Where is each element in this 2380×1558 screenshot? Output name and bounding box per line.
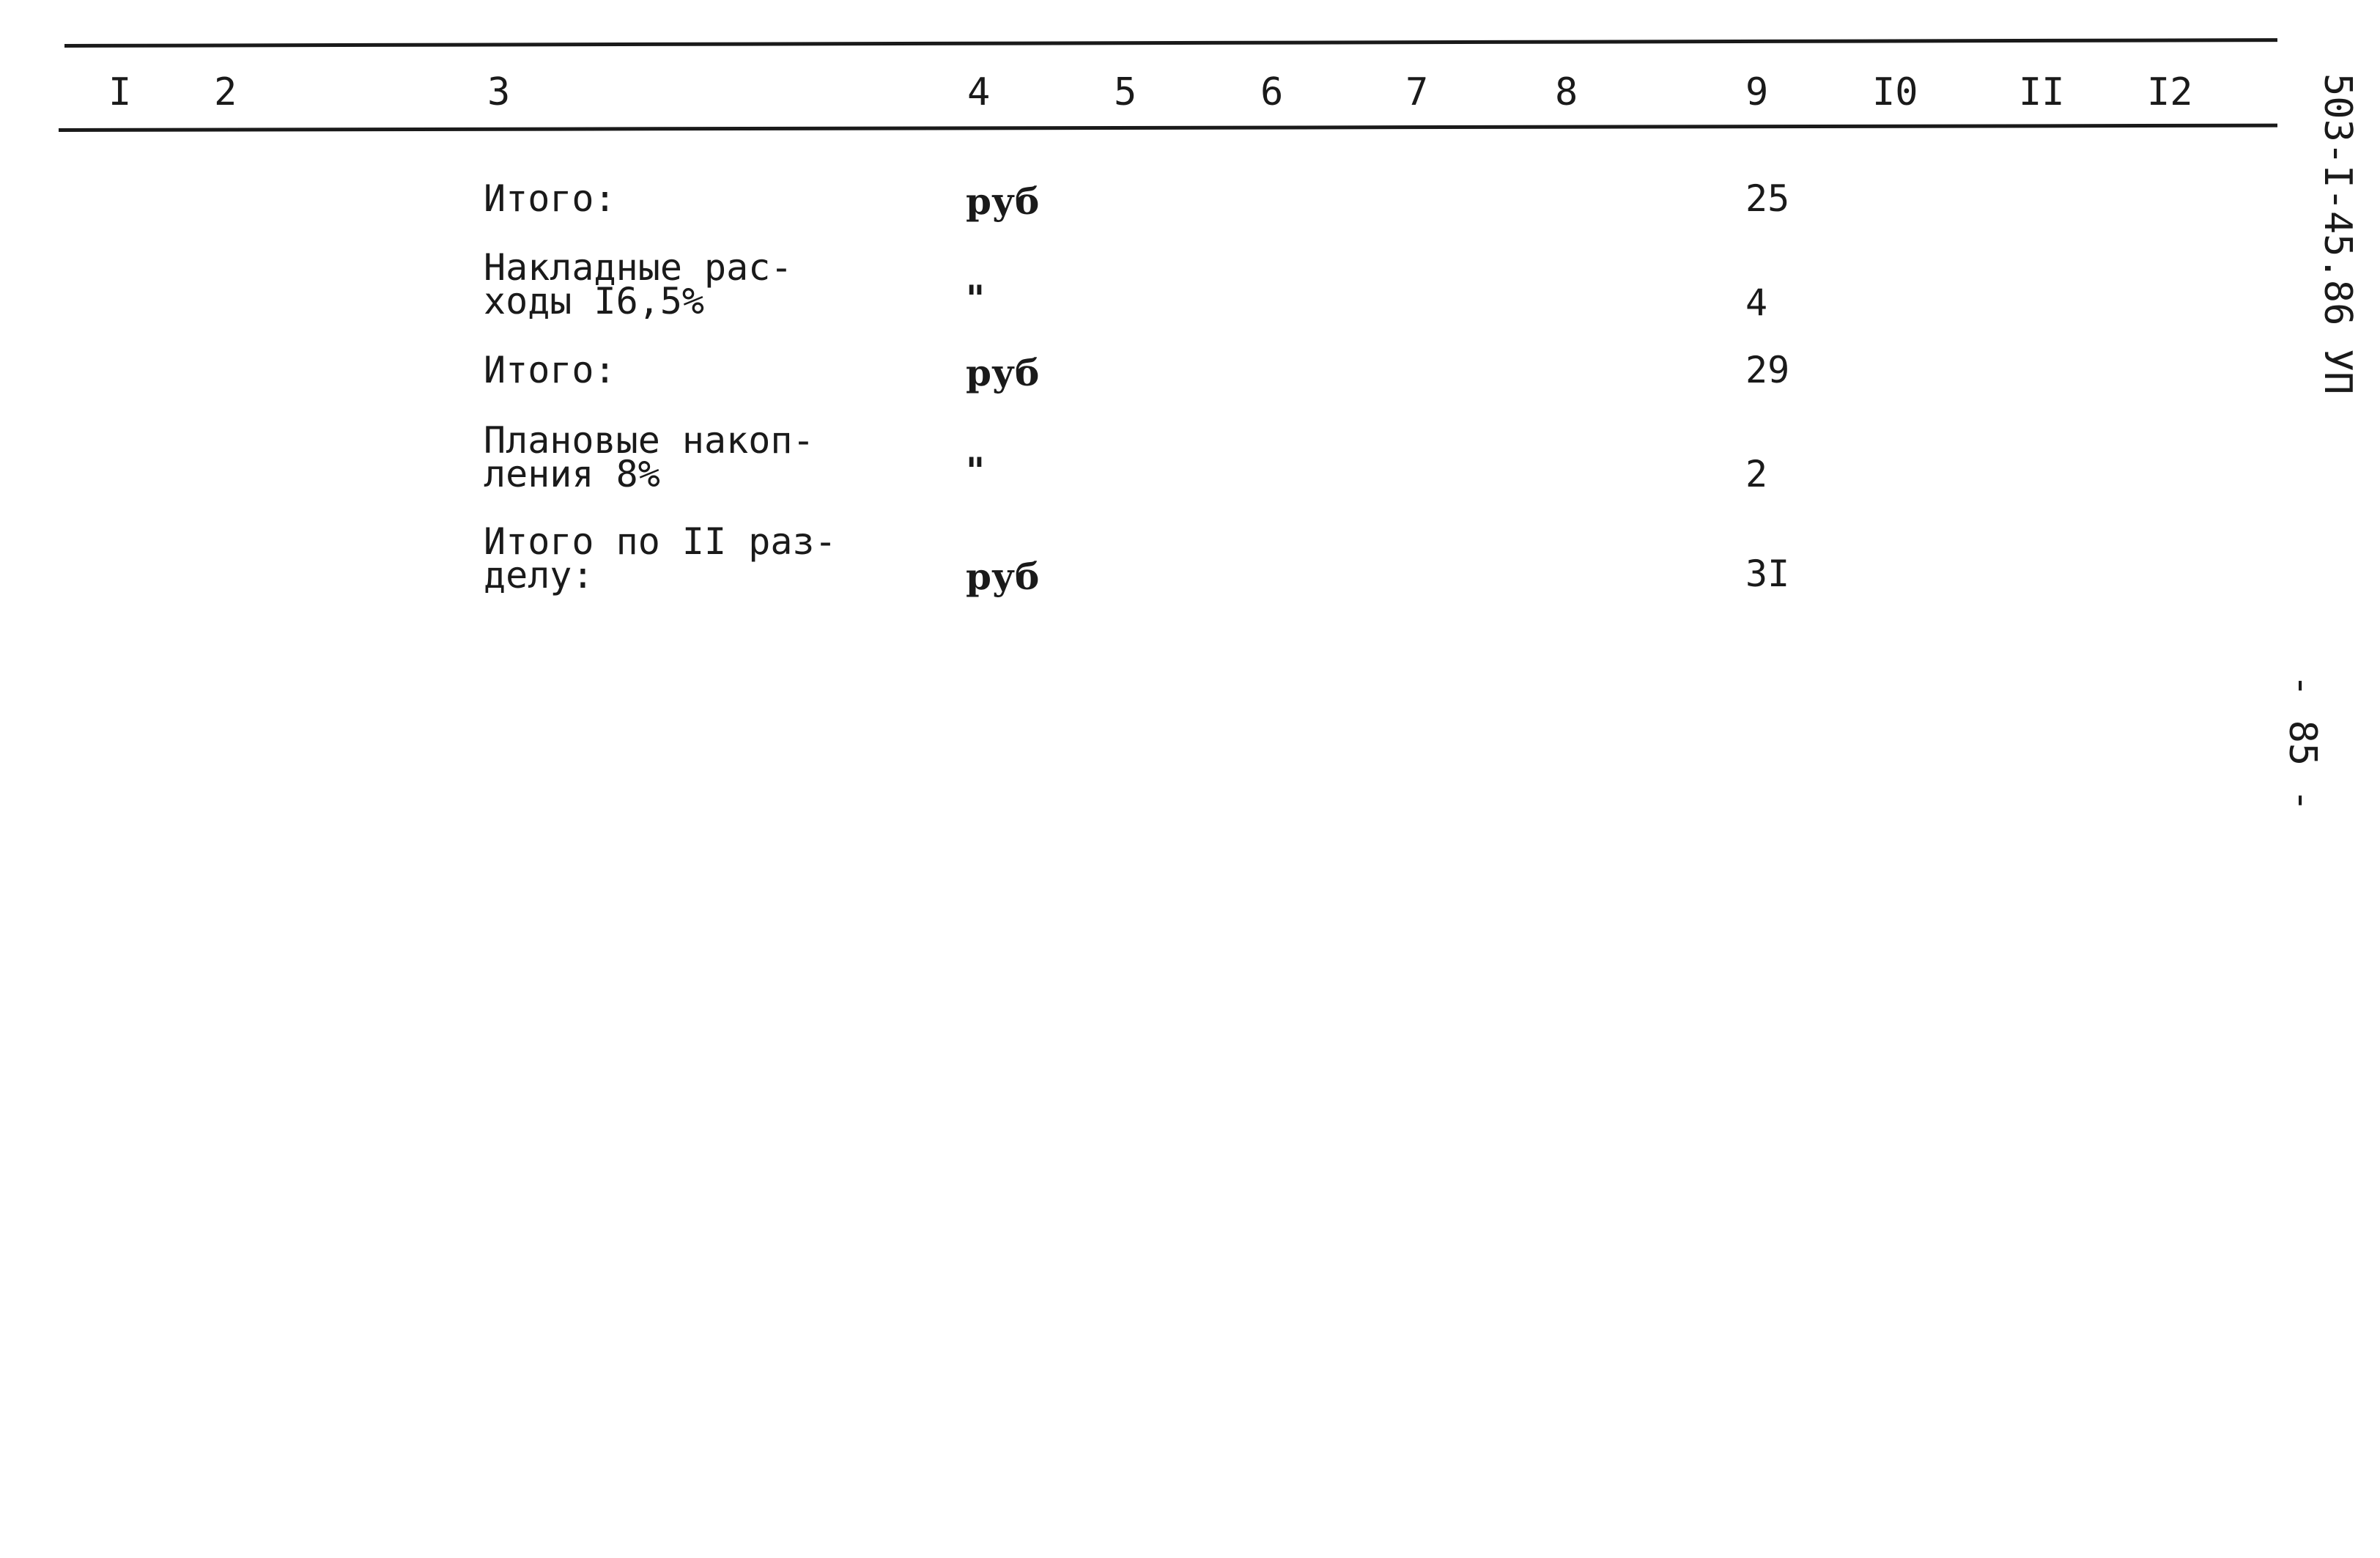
row-unit: руб bbox=[966, 555, 1040, 598]
row-value: 4 bbox=[1745, 281, 1768, 324]
column-header-5: 5 bbox=[1114, 70, 1137, 114]
column-header-11: II bbox=[2019, 70, 2065, 114]
column-header-1: I bbox=[108, 70, 132, 114]
column-header-2: 2 bbox=[214, 70, 237, 114]
column-header-12: I2 bbox=[2147, 70, 2193, 114]
table-header-rule bbox=[59, 124, 2277, 132]
row-unit: " bbox=[966, 277, 986, 320]
row-value: 29 bbox=[1745, 349, 1790, 391]
column-header-7: 7 bbox=[1405, 70, 1429, 114]
row-unit: руб bbox=[966, 351, 1040, 394]
column-header-9: 9 bbox=[1745, 70, 1769, 114]
document-code-margin bbox=[2316, 73, 2359, 394]
column-header-8: 8 bbox=[1555, 70, 1578, 114]
row-description: Накладные рас- ходы I6,5% bbox=[484, 246, 793, 322]
row-value: 3I bbox=[1745, 553, 1790, 595]
row-value: 25 bbox=[1745, 177, 1790, 220]
row-value: 2 bbox=[1745, 453, 1768, 495]
page-number: - 85 - bbox=[2280, 674, 2324, 812]
row-unit: руб bbox=[966, 180, 1040, 223]
column-header-10: I0 bbox=[1872, 70, 1918, 114]
row-description: Плановые накоп- ления 8% bbox=[484, 419, 815, 495]
column-header-3: 3 bbox=[487, 70, 511, 114]
section-label: УП bbox=[2316, 348, 2359, 395]
row-description: Итого по II раз- делу: bbox=[484, 520, 837, 597]
row-description: Итого: bbox=[484, 177, 616, 220]
row-unit: " bbox=[966, 449, 986, 492]
row-description: Итого: bbox=[484, 349, 616, 391]
table-top-rule bbox=[64, 38, 2277, 48]
column-header-4: 4 bbox=[967, 70, 991, 114]
column-header-6: 6 bbox=[1260, 70, 1284, 114]
document-code: 503-I-45.86 bbox=[2316, 73, 2359, 326]
